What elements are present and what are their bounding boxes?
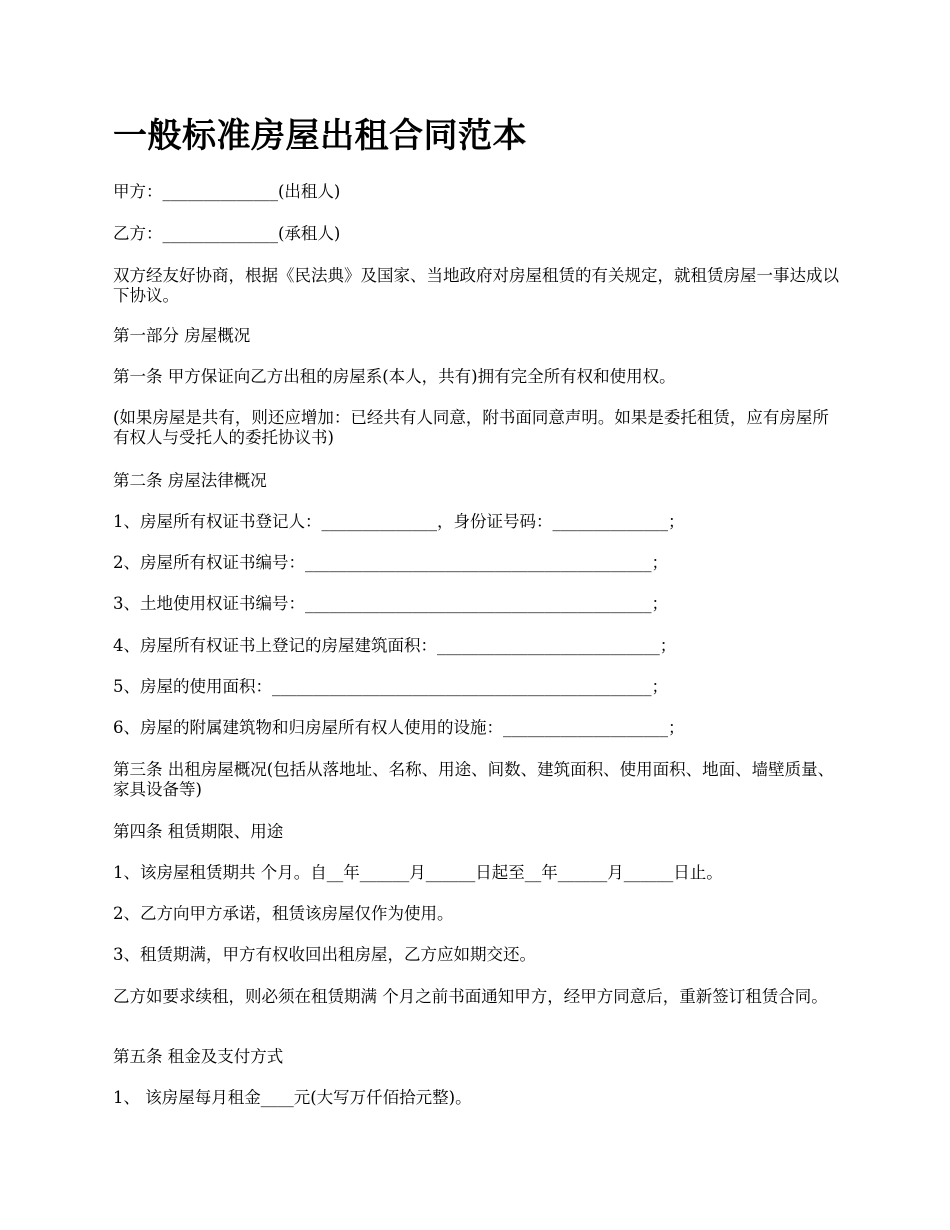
article-four-heading: 第四条 租赁期限、用途: [113, 822, 284, 841]
article-two-item-4: 4、房屋所有权证书上登记的房屋建筑面积：___________________________；: [113, 636, 677, 655]
article-four-item-3: 3、租赁期满，甲方有权收回出租房屋，乙方应如期交还。: [113, 945, 536, 964]
renewal-paragraph: 乙方如要求续租，则必须在租赁期满 个月之前书面通知甲方，经甲方同意后，重新签订租赁合同。: [113, 987, 828, 1006]
article-three: 第三条 出租房屋概况(包括从落地址、名称、用途、间数、建筑面积、使用面积、地面、墙壁质量、家具设备等): [113, 760, 835, 799]
article-two-item-5: 5、房屋的使用面积：______________________________________________；: [113, 677, 668, 696]
article-two-heading: 第二条 房屋法律概况: [113, 471, 267, 490]
party-a-line: 甲方：______________(出租人): [113, 182, 341, 201]
article-two-item-3: 3、土地使用权证书编号：__________________________________________；: [113, 594, 668, 613]
article-five-item-1: 1、 该房屋每月租金____元(大写万仟佰拾元整)。: [113, 1088, 472, 1107]
article-two-item-1: 1、房屋所有权证书登记人：______________，身份证号码：______________；: [113, 512, 685, 531]
article-one-note: (如果房屋是共有，则还应增加：已经共有人同意，附书面同意声明。如果是委托租赁，应有房屋所有权人与受托人的委托协议书): [113, 408, 829, 447]
article-two-item-2: 2、房屋所有权证书编号：__________________________________________；: [113, 553, 668, 572]
article-four-item-1: 1、该房屋租赁期共 个月。自__年______月______日起至__年______月______日止。: [113, 863, 723, 882]
intro-paragraph: 双方经友好协商，根据《民法典》及国家、当地政府对房屋租赁的有关规定，就租赁房屋一事达成以下协议。: [113, 266, 839, 305]
article-four-item-2: 2、乙方向甲方承诺，租赁该房屋仅作为使用。: [113, 904, 454, 923]
article-five-heading: 第五条 租金及支付方式: [113, 1047, 284, 1066]
article-two-item-6: 6、房屋的附属建筑物和归房屋所有权人使用的设施：____________________；: [113, 718, 685, 737]
party-b-line: 乙方：______________(承租人): [113, 224, 341, 243]
article-one: 第一条 甲方保证向乙方出租的房屋系(本人，共有)拥有完全所有权和使用权。: [113, 367, 676, 386]
document-title: 一般标准房屋出租合同范本: [113, 116, 527, 156]
part-one-heading: 第一部分 房屋概况: [113, 326, 251, 345]
